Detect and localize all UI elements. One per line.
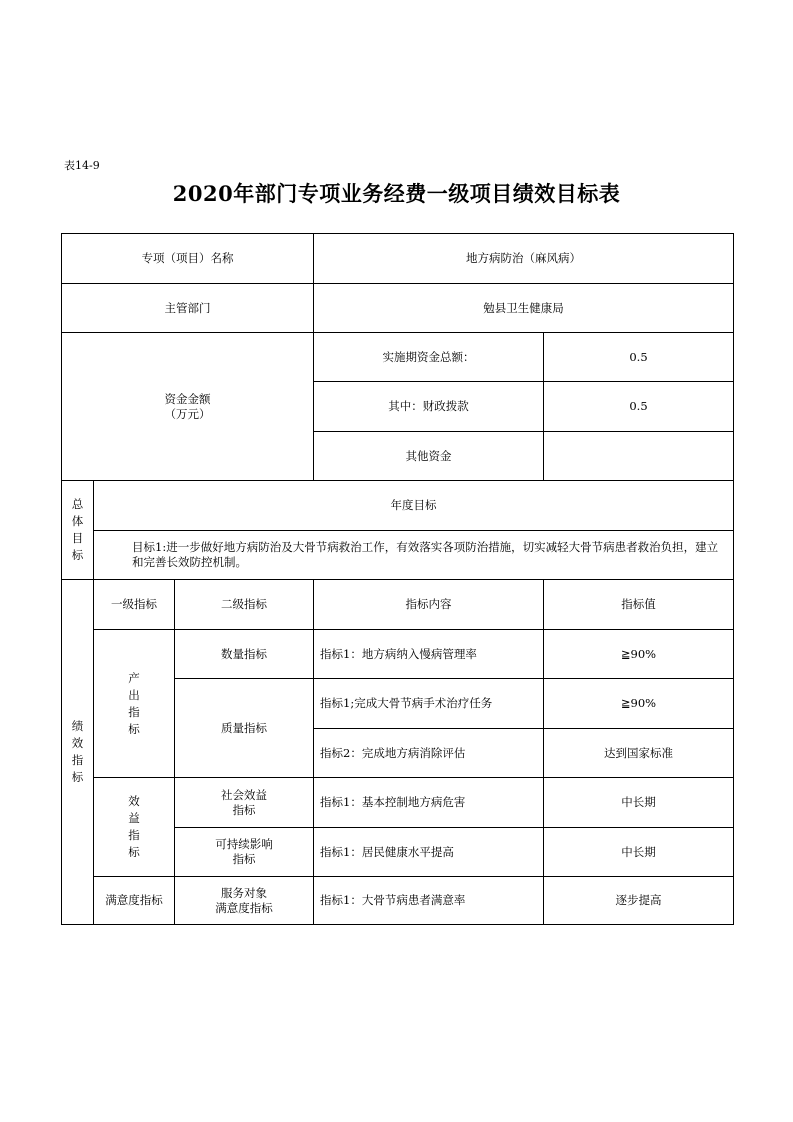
table-row-content: 指标1：基本控制地方病危害 (314, 778, 544, 828)
year-goal-header: 年度目标 (94, 481, 734, 531)
overall-goal-label: 总体目标 (62, 481, 94, 580)
table-row-level2: 社会效益 指标 (175, 778, 314, 828)
table-row-level2: 可持续影响 指标 (175, 828, 314, 877)
table-row-content: 指标1：居民健康水平提高 (314, 828, 544, 877)
funds-label-cell (62, 333, 314, 481)
funds-label: 资金金额 (164, 391, 211, 406)
table-row-content: 指标2：完成地方病消除评估 (314, 729, 544, 778)
output-indicator-label: 产出指标 (94, 630, 175, 778)
table-row-content: 指标1：地方病纳入慢病管理率 (314, 630, 544, 679)
performance-target-table (61, 233, 734, 925)
project-name-value: 地方病防治（麻风病） (314, 234, 734, 284)
table-row-value: 逐步提高 (544, 877, 734, 925)
header-value: 指标值 (544, 580, 734, 630)
year-goal-text: 目标1:进一步做好地方病防治及大骨节病救治工作，有效落实各项防治措施，切实减轻大骨节病患者救治负担，建立和完善长效防控机制。 (94, 531, 734, 580)
table-row-content: 指标1：大骨节病患者满意率 (314, 877, 544, 925)
table-row-value: ≧90% (544, 630, 734, 679)
performance-indicator-label: 绩效指标 (62, 580, 94, 925)
benefit-indicator-label: 效益指标 (94, 778, 175, 877)
department-label: 主管部门 (62, 284, 314, 333)
other-funds-value (544, 432, 734, 481)
table-row-level2: 数量指标 (175, 630, 314, 679)
table-row-value: 中长期 (544, 828, 734, 877)
total-funds-label: 实施期资金总额： (314, 333, 544, 382)
table-number: 表14-9 (64, 159, 100, 172)
table-row-value: ≧90% (544, 679, 734, 729)
table-row-value: 中长期 (544, 778, 734, 828)
total-funds-value: 0.5 (544, 333, 734, 382)
department-value: 勉县卫生健康局 (314, 284, 734, 333)
page-title: 2020年部门专项业务经费一级项目绩效目标表 (172, 181, 621, 206)
table-row-level2: 质量指标 (175, 679, 314, 778)
satisfaction-indicator-label: 满意度指标 (94, 877, 175, 925)
project-name-label: 专项（项目）名称 (62, 234, 314, 284)
funds-unit: （万元） (164, 406, 211, 421)
header-content: 指标内容 (314, 580, 544, 630)
fiscal-funds-label: 其中：财政拨款 (314, 382, 544, 432)
other-funds-label: 其他资金 (314, 432, 544, 481)
header-level1: 一级指标 (94, 580, 175, 630)
table-row-level2: 服务对象 满意度指标 (175, 877, 314, 925)
table-row-content: 指标1;完成大骨节病手术治疗任务 (314, 679, 544, 729)
fiscal-funds-value: 0.5 (544, 382, 734, 432)
header-level2: 二级指标 (175, 580, 314, 630)
table-row-value: 达到国家标准 (544, 729, 734, 778)
